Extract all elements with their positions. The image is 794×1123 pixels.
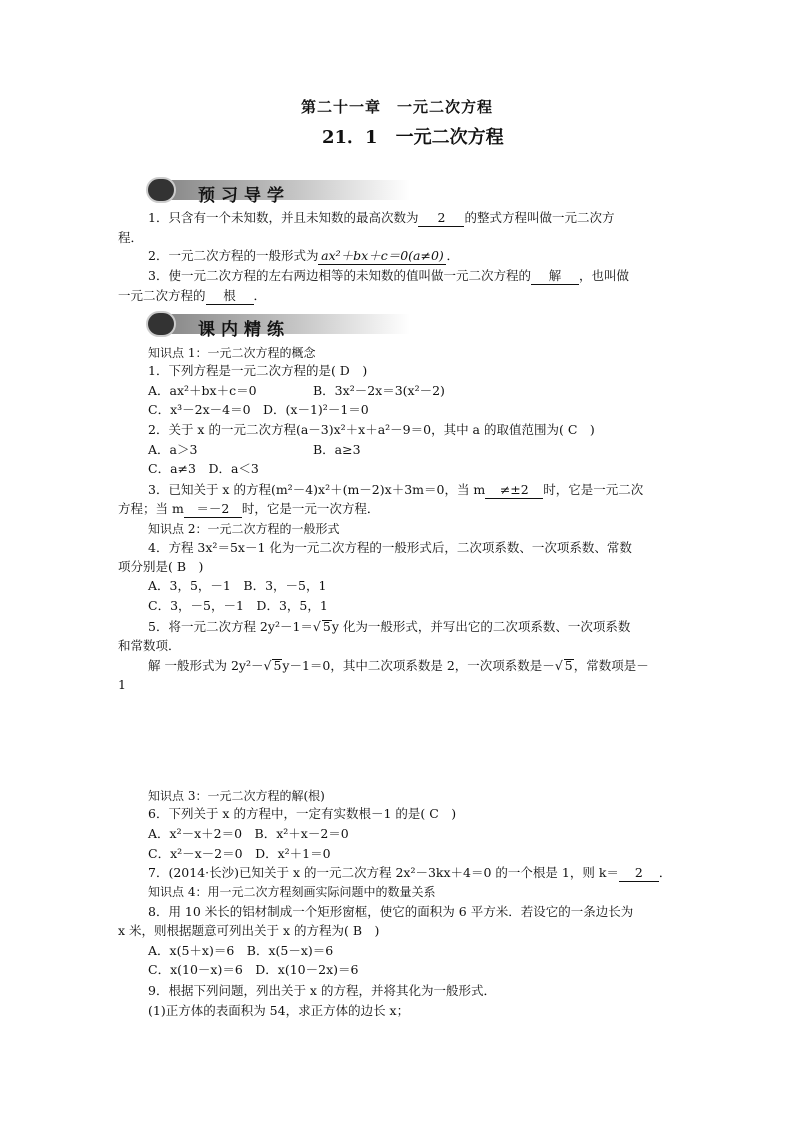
text: ． [446,248,459,263]
q4-options-ab: A．3，5，－1 B．3，－5，1 [148,578,327,593]
text: 3．使一元二次方程的左右两边相等的未知数的值叫做一元二次方程的 [148,268,531,283]
question-2: 2．关于 x 的一元二次方程(a－3)x²＋x＋a²－9＝0，其中 a 的取值范围为( C ) [148,422,595,437]
radicand: 5 [322,619,331,634]
knowledge-point-2: 知识点 2：一元二次方程的一般形式 [148,522,340,536]
text: 5．将一元二次方程 2y²－1＝ [148,619,313,634]
radicand: 5 [564,658,573,673]
q1-option-b: B．3x²－2x＝3(x²－2) [313,383,445,398]
pencil-icon [146,311,176,337]
text: 的整式方程叫做一元二次方 [464,210,615,225]
answer-blank: ax²＋bx＋c＝0(a≠0) [318,250,446,265]
chapter-title: 第二十一章 一元二次方程 [301,98,494,116]
text: ，也叫做 [578,268,629,283]
text: ． [658,865,672,880]
question-8: 8．用 10 米长的铝材制成一个矩形窗框，使它的面积为 6 平方米．若设它的一条边长为 [148,904,634,919]
question-6: 6．下列关于 x 的方程中，一定有实数根－1 的是( C ) [148,806,457,821]
answer-blank: 2 [418,212,464,227]
question-7 [148,867,671,882]
q8-options-ab: A．x(5＋x)＝6 B．x(5－x)＝6 [148,943,334,958]
q1-option-a: A．ax²＋bx＋c＝0 [148,383,257,398]
preview-item-1 [148,212,614,227]
text: ，常数项是－ [573,658,649,673]
preview-item-3-cont [118,290,266,305]
q6-options-cd: C．x²－x－2＝0 D．x²＋1＝0 [148,846,331,861]
text: 1．只含有一个未知数，并且未知数的最高次数为 [148,210,419,225]
section-banner-practice [146,311,416,340]
question-3 [148,484,643,499]
q2-option-a: A．a＞3 [148,442,198,457]
text: 时，它是一元二次 [543,482,644,497]
q2-options-cd: C．a≠3 D．a＜3 [148,461,259,476]
text: 解 一般形式为 2y²－ [148,658,264,673]
question-4-cont: 项分别是( B ) [118,559,204,574]
preview-item-3 [148,270,629,285]
text: y 化为一般形式，并写出它的二次项系数、一次项系数 [331,619,631,634]
q8-options-cd: C．x(10－x)＝6 D．x(10－2x)＝6 [148,962,359,977]
text: 方程；当 m [118,501,184,516]
q4-options-cd: C．3，－5，－1 D．3，5，1 [148,598,328,613]
question-4: 4．方程 3x²＝5x－1 化为一元二次方程的一般形式后，二次项系数、一次项系数、常数 [148,540,632,555]
section-label-preview: 预习导学 [198,186,290,206]
preview-item-2 [148,250,459,265]
q1-options-cd: C．x³－2x－4＝0 D．(x－1)²－1＝0 [148,402,369,417]
q6-options-ab: A．x²－x＋2＝0 B．x²＋x－2＝0 [148,826,349,841]
question-1: 1．下列方程是一元二次方程的是( D ) [148,363,368,378]
section-title: 21．1 一元二次方程 [322,127,504,148]
answer-blank: ＝－2 [184,503,242,518]
book-icon [146,177,176,203]
sqrt-sign: √ [312,619,321,634]
section-label-practice: 课内精练 [198,320,290,340]
question-5-cont: 和常数项． [118,638,181,653]
text: 3．已知关于 x 的方程(m²－4)x²＋(m－2)x＋3m＝0，当 m [148,482,486,497]
text: ． [253,288,267,303]
solution-5-cont: 1 [118,677,126,692]
question-9: 9．根据下列问题，列出关于 x 的方程，并将其化为一般形式． [148,983,496,998]
text: 2．一元二次方程的一般形式为 [148,248,319,263]
answer-blank: 根 [206,290,254,305]
sqrt-sign: √ [263,658,272,673]
text: 7．(2014·长沙)已知关于 x 的一元二次方程 2x²－3kx＋4＝0 的一个根是 1，则 k＝ [148,865,619,880]
answer-blank: 解 [531,270,579,285]
knowledge-point-4: 知识点 4：用一元二次方程刻画实际问题中的数量关系 [148,885,436,899]
answer-blank: 2 [619,867,659,882]
knowledge-point-1: 知识点 1：一元二次方程的概念 [148,346,316,360]
sqrt-sign: √ [554,658,563,673]
solution-5 [148,659,649,673]
question-5 [148,620,630,634]
radicand: 5 [273,658,282,673]
text: y－1＝0，其中二次项系数是 2，一次项系数是－ [282,658,555,673]
question-8-cont: x 米，则根据题意可列出关于 x 的方程为( B ) [118,923,380,938]
knowledge-point-3: 知识点 3：一元二次方程的解(根) [148,789,325,803]
section-banner-preview [146,177,416,206]
answer-blank: ≠±2 [485,484,543,499]
question-9-part-1: (1)正方体的表面积为 54，求正方体的边长 x； [148,1003,410,1018]
q2-option-b: B．a≥3 [313,442,361,457]
text: 一元二次方程的 [118,288,206,303]
text: 时，它是一元一次方程． [241,501,380,516]
question-3-cont [118,503,379,518]
preview-item-1-cont: 程． [118,230,144,245]
